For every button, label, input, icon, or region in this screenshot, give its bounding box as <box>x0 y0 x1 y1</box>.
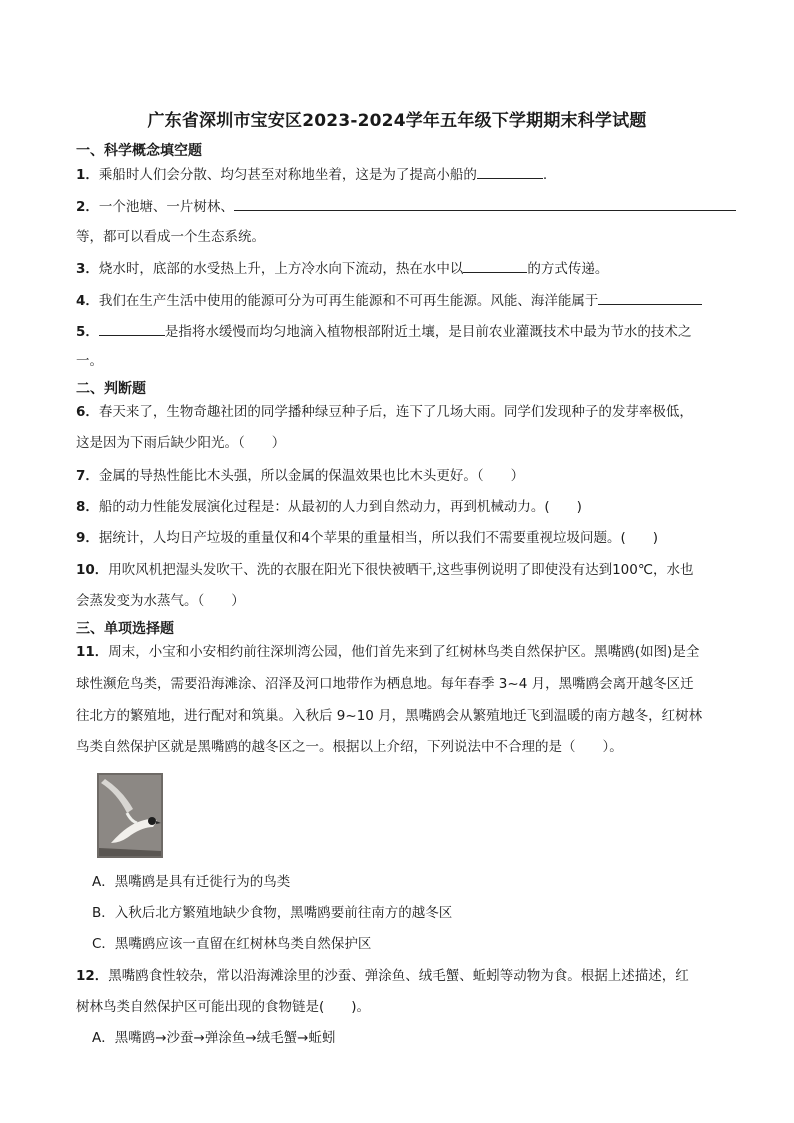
black-headed-gull-photo <box>97 773 163 858</box>
answer-blank[interactable] <box>463 258 527 273</box>
question-number: 3． <box>76 261 99 277</box>
question-tail: . <box>542 167 548 183</box>
question-text: 用吹风机把湿头发吹干、洗的衣服在阳光下很快被晒干,这些事例说明了即使没有达到100℃，水也 <box>108 562 694 578</box>
question-11 <box>76 642 699 662</box>
question-text: 乘船时人们会分散、均匀甚至对称地坐着，这是为了提高小船的 <box>98 167 477 183</box>
question-text: 金属的导热性能比木头强，所以金属的保温效果也比木头更好。（ ） <box>98 468 525 484</box>
question-11-line-4: 鸟类自然保护区就是黑嘴鸥的越冬区之一。根据以上介绍，下列说法中不合理的是（ ）。 <box>76 739 623 755</box>
question-6 <box>76 402 693 422</box>
q11-option-c[interactable]: C．黑嘴鸥应该一直留在红树林鸟类自然保护区 <box>92 936 372 952</box>
question-4 <box>76 290 702 311</box>
question-11-line-2: 球性濒危鸟类，需要沿海滩涂、沼泽及河口地带作为栖息地。每年春季 3~4 月，黑嘴鸥会离开越冬区迁 <box>76 676 694 692</box>
question-text: 船的动力性能发展演化过程是：从最初的人力到自然动力，再到机械动力。( ) <box>98 499 582 515</box>
question-number: 8． <box>76 499 99 515</box>
question-3 <box>76 258 608 279</box>
answer-blank[interactable] <box>234 196 736 211</box>
q12-option-a[interactable]: A．黑嘴鸥→沙蚕→弹涂鱼→绒毛蟹→蚯蚓 <box>92 1030 336 1046</box>
question-number: 11． <box>76 644 109 660</box>
answer-blank[interactable] <box>598 290 702 305</box>
question-number: 2． <box>76 199 99 215</box>
question-number: 6． <box>76 404 99 420</box>
question-number: 12． <box>76 968 109 984</box>
question-number: 9． <box>76 530 99 546</box>
question-number: 10． <box>76 562 109 578</box>
question-text: 春天来了，生物奇趣社团的同学播种绿豆种子后，连下了几场大雨。同学们发现种子的发芽率极低， <box>98 404 693 420</box>
question-text: 黑嘴鸥食性较杂，常以沿海滩涂里的沙蚕、弹涂鱼、绒毛蟹、蚯蚓等动物为食。根据上述描述，红 <box>108 968 689 984</box>
question-2 <box>76 196 736 217</box>
question-6-continued: 这是因为下雨后缺少阳光。（ ） <box>76 435 286 451</box>
question-text: 一个池塘、一片树林、 <box>98 199 234 215</box>
section-heading-1: 一、科学概念填空题 <box>76 143 202 159</box>
question-5 <box>76 321 691 342</box>
question-7 <box>76 466 524 486</box>
question-8 <box>76 497 582 517</box>
question-10-continued: 会蒸发变为水蒸气。（ ） <box>76 593 245 609</box>
question-1 <box>76 164 547 185</box>
question-9 <box>76 528 658 548</box>
page-title: 广东省深圳市宝安区2023-2024学年五年级下学期期末科学试题 <box>147 111 647 131</box>
question-12 <box>76 966 689 986</box>
question-number: 4． <box>76 293 99 309</box>
question-text: 周末，小宝和小安相约前往深圳湾公园，他们首先来到了红树林鸟类自然保护区。黑嘴鸥(如图)是全 <box>108 644 700 660</box>
q11-option-a[interactable]: A．黑嘴鸥是具有迁徙行为的鸟类 <box>92 874 291 890</box>
section-heading-3: 三、单项选择题 <box>76 621 174 637</box>
question-number: 1． <box>76 167 99 183</box>
question-text: 烧水时，底部的水受热上升，上方冷水向下流动，热在水中以 <box>98 261 464 277</box>
question-text: 我们在生产生活中使用的能源可分为可再生能源和不可再生能源。风能、海洋能属于 <box>98 293 599 309</box>
question-2-continued: 等，都可以看成一个生态系统。 <box>76 229 265 245</box>
answer-blank[interactable] <box>99 321 165 336</box>
question-number: 7． <box>76 468 99 484</box>
question-10 <box>76 560 694 580</box>
question-tail: 的方式传递。 <box>527 261 609 277</box>
question-5-continued: 一。 <box>76 353 103 369</box>
question-number: 5． <box>76 324 99 340</box>
question-text: 据统计，人均日产垃圾的重量仅和4个苹果的重量相当，所以我们不需要重视垃圾问题。( ) <box>98 530 659 546</box>
question-12-line-2: 树林鸟类自然保护区可能出现的食物链是( )。 <box>76 999 371 1015</box>
question-text: 是指将水缓慢而均匀地滴入植物根部附近土壤，是目前农业灌溉技术中最为节水的技术之 <box>164 324 692 340</box>
q11-option-b[interactable]: B．入秋后北方繁殖地缺少食物，黑嘴鸥要前往南方的越冬区 <box>92 905 453 921</box>
question-11-line-3: 往北方的繁殖地，进行配对和筑巢。入秋后 9~10 月，黑嘴鸥会从繁殖地迁飞到温暖的南方越冬，红树林 <box>76 708 703 724</box>
answer-blank[interactable] <box>477 164 543 179</box>
section-heading-2: 二、判断题 <box>76 381 146 397</box>
